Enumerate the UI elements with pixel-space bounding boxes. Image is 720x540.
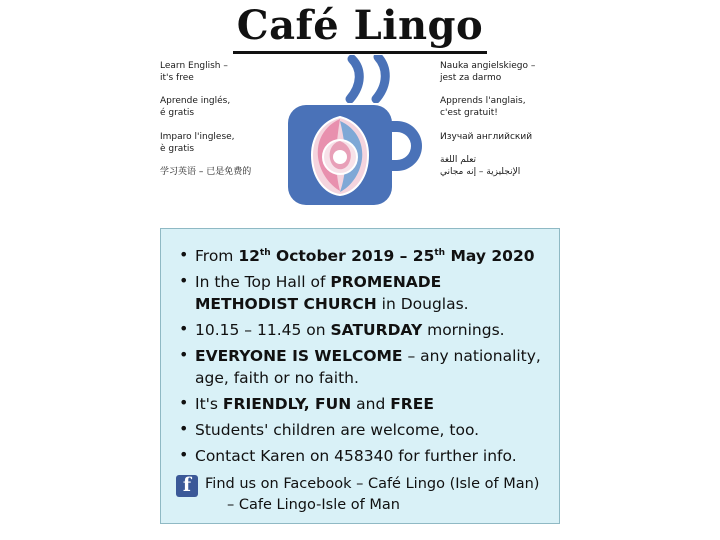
language-column-left [160,60,290,189]
language-line: Изучай английский [440,131,533,142]
facebook-text [205,474,539,516]
language-line: è gratis [160,143,195,154]
text-segment: Students' children are welcome, too. [195,421,480,439]
steam-icon [326,55,416,103]
rose-icon [306,115,374,197]
language-line: it's free [160,73,194,84]
text-segment: and [351,395,391,413]
language-line: Aprende inglés, [160,96,231,107]
text-segment: SATURDAY [330,321,423,339]
text-segment: In the Top Hall of [195,273,331,291]
language-item [160,95,290,119]
language-item [440,154,590,178]
text-segment: It's [195,395,223,413]
facebook-icon[interactable]: f [176,475,198,497]
list-item [179,319,545,341]
language-line: Learn English – [160,61,228,71]
list-item [179,271,545,315]
facebook-line-1: Find us on Facebook – Café Lingo (Isle of Man) [205,476,540,492]
language-line: الإنجليزية – إنه مجاني [440,166,521,177]
list-item [179,345,545,389]
language-line: Nauka angielskiego – [440,61,536,71]
coffee-cup-with-rose-icon [280,55,440,230]
language-line: é gratis [160,108,195,119]
facebook-row[interactable] [176,474,556,516]
text-segment: FREE [390,395,434,413]
page-title-text: Café Lingo [233,2,487,54]
text-segment: in Douglas. [376,295,469,313]
language-line: 学习英语 – 已是免费的 [160,166,252,177]
text-segment: PROMENADE METHODIST CHURCH [195,273,442,313]
language-item [160,131,290,155]
text-segment: October 2019 – 25 [270,247,435,265]
list-item [179,419,545,441]
text-segment: Contact Karen on 458340 for further info. [195,447,517,465]
language-item [440,131,590,143]
language-line: تعلم اللغة [440,154,477,165]
list-item [179,245,545,267]
text-segment: EVERYONE IS WELCOME [195,347,403,365]
facebook-line-2: – Cafe Lingo-Isle of Man [227,497,400,514]
text-segment: From [195,247,239,265]
text-segment: May 2020 [445,247,535,265]
text-segment: 10.15 – 11.45 on [195,321,331,339]
language-item [160,166,290,178]
language-line: c'est gratuit! [440,108,498,119]
info-points-list [179,245,545,467]
page-title [0,2,720,54]
text-segment: th [259,247,271,258]
text-segment: mornings. [422,321,505,339]
text-segment: 12 [238,247,260,265]
language-item [440,60,590,84]
text-segment: – any nationality, age, faith or no faith. [195,347,541,387]
list-item [179,393,545,415]
language-item [440,95,590,119]
text-segment: th [434,247,446,258]
text-segment: FRIENDLY, FUN [222,395,352,413]
language-line: jest za darmo [440,73,502,84]
language-item [160,60,290,84]
language-line: Imparo l'inglese, [160,131,235,142]
list-item [179,445,545,467]
language-line: Apprends l'anglais, [440,96,526,107]
language-column-right [440,60,590,189]
